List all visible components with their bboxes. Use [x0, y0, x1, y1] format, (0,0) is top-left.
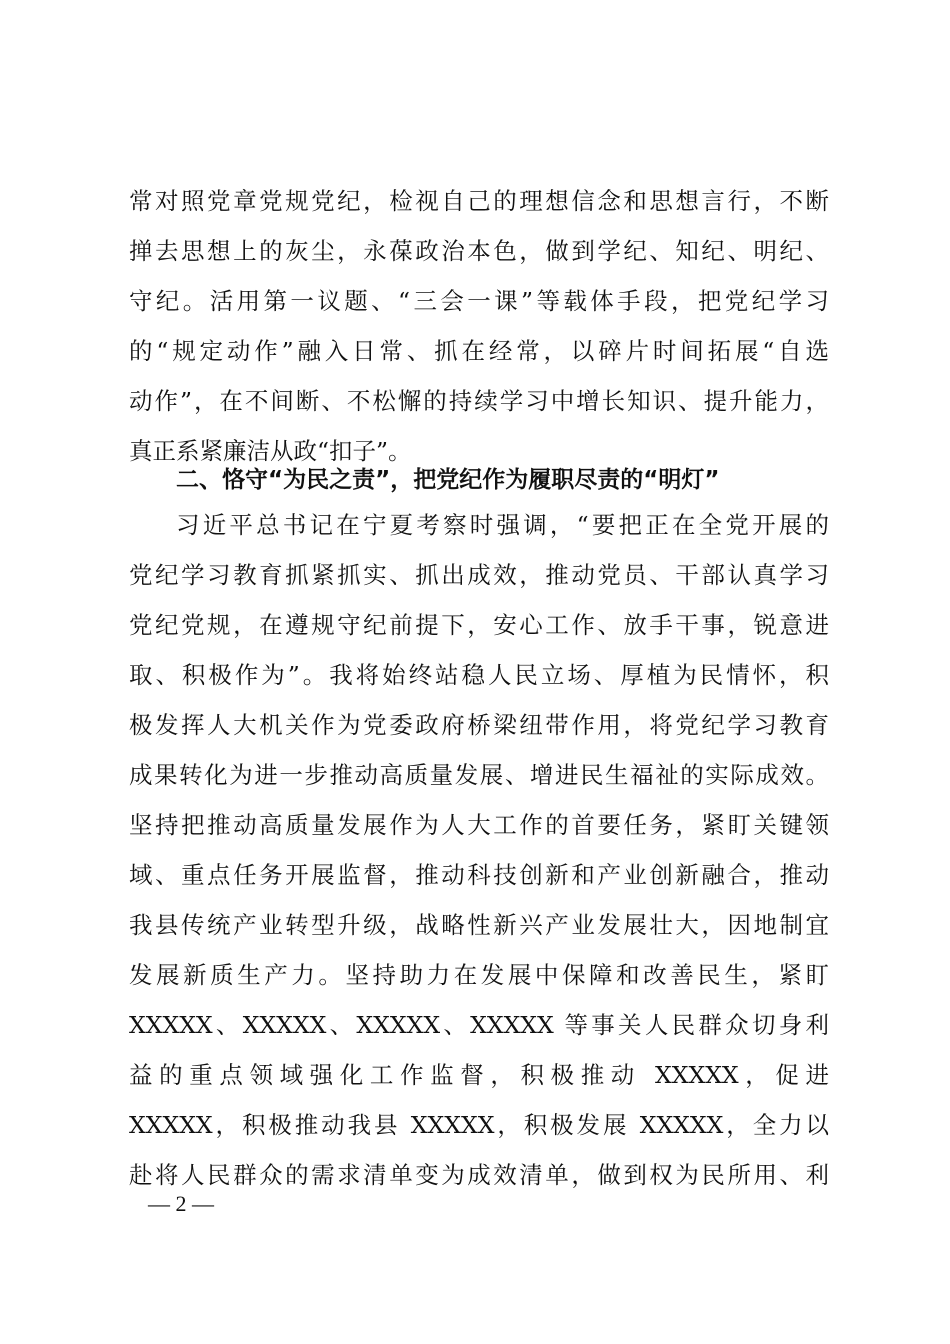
section-heading: [129, 455, 829, 505]
text-line: 坚持把推动高质量发展作为人大工作的首要任务，紧盯关键领: [129, 811, 829, 839]
text-line: 赴将人民群众的需求清单变为成效清单，做到权为民所用、利: [129, 1161, 829, 1189]
text-line: 党纪学习教育抓紧抓实、抓出成效，推动党员、干部认真学习: [129, 561, 829, 589]
text-line: 取、积极作为”。我将始终站稳人民立场、厚植为民情怀，积: [129, 661, 829, 689]
text-line: 动作”，在不间断、不松懈的持续学习中增长知识、提升能力，: [129, 387, 829, 415]
text-line: 我县传统产业转型升级，战略性新兴产业发展壮大，因地制宜: [129, 911, 829, 939]
text-line: 掸去思想上的灰尘，永葆政治本色，做到学纪、知纪、明纪、: [129, 237, 829, 265]
text-line: XXXXX，积极推动我县 XXXXX，积极发展 XXXXX，全力以: [129, 1111, 829, 1139]
text-line: 真正系紧廉洁从政“扣子”。: [129, 437, 412, 465]
body-paragraph-continued: [129, 176, 829, 476]
text-line: 域、重点任务开展监督，推动科技创新和产业创新融合，推动: [129, 861, 829, 889]
text-line: 益的重点领域强化工作监督，积极推动 XXXXX，促进: [129, 1061, 829, 1089]
text-line: 常对照党章党规党纪，检视自己的理想信念和思想言行，不断: [129, 187, 829, 215]
body-paragraph: [129, 500, 829, 1200]
text-line: 习近平总书记在宁夏考察时强调，“要把正在全党开展的: [176, 511, 829, 539]
heading-text: 二、恪守“为民之责”，把党纪作为履职尽责的“明灯”: [176, 467, 720, 493]
text-line: 极发挥人大机关作为党委政府桥梁纽带作用，将党纪学习教育: [129, 711, 829, 739]
page-number: — 2 —: [148, 1191, 214, 1216]
text-line: 的“规定动作”融入日常、抓在经常，以碎片时间拓展“自选: [129, 337, 829, 365]
text-line: 发展新质生产力。坚持助力在发展中保障和改善民生，紧盯: [129, 961, 829, 989]
text-line: 守纪。活用第一议题、“三会一课”等载体手段，把党纪学习: [129, 287, 829, 315]
text-line: XXXXX、XXXXX、XXXXX、XXXXX 等事关人民群众切身利: [129, 1011, 829, 1039]
text-line: 成果转化为进一步推动高质量发展、增进民生福祉的实际成效。: [129, 761, 829, 789]
text-line: 党纪党规，在遵规守纪前提下，安心工作、放手干事，锐意进: [129, 611, 829, 639]
